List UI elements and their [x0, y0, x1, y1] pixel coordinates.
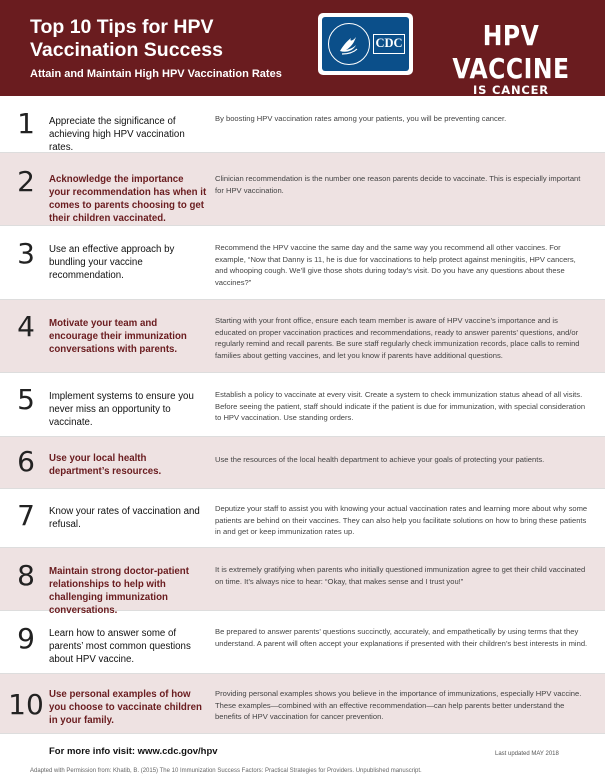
tip-title: Acknowledge the importance your recommendation has when it comes to parents choosing to get their children vaccinated.: [49, 174, 207, 224]
tip-row-4: [0, 300, 605, 373]
tip-number: 1: [17, 107, 35, 140]
tip-row-7: [0, 489, 605, 548]
tip-title: Maintain strong doctor-patient relationships to help with challenging immunization conversations.: [49, 566, 189, 616]
tip-row-5: [0, 373, 605, 437]
hhs-eagle-seal-icon: [328, 23, 370, 65]
tip-description: By boosting HPV vaccination rates among your patients, you will be preventing cancer.: [215, 114, 507, 123]
cdc-logo[interactable]: [318, 13, 413, 75]
tip-number: 3: [17, 237, 35, 270]
header-banner: [0, 0, 605, 111]
tip-description: Be prepared to answer parents’ questions succinctly, accurately, and empathetically by using terms that they understand. A parent will often accept your explanations if presented with their children’s best interests in mind.: [215, 627, 588, 648]
tip-row-6: [0, 437, 605, 489]
tip-description: Providing personal examples shows you believe in the importance of immunizations, especially HPV vaccine. These examples—combined with an effective recommendation—can help parents better understand the benefits of HPV vaccination for cancer prevention.: [215, 689, 582, 722]
more-info-link[interactable]: For more info visit: www.cdc.gov/hpv: [49, 746, 218, 757]
tip-number: 8: [17, 559, 35, 592]
tip-title: Know your rates of vaccination and refusal.: [49, 506, 200, 530]
logo-background: [322, 17, 409, 71]
tip-number: 6: [17, 445, 35, 478]
tip-title: Use an effective approach by bundling your vaccine recommendation.: [49, 244, 175, 281]
tip-description: Starting with your front office, ensure each team member is aware of HPV vaccine’s importance and is educated on proper vaccination practices and recommendations, ready to answer parents’ questions, and/or regularly remind and recall parents. Be sure staff regularly check immunization records, place calls to remind families about getting vaccines, and let you know if parents have additional questions.: [215, 316, 580, 360]
tip-row-1: [0, 96, 605, 153]
tip-description: Use the resources of the local health department to achieve your goals of protecting your patients.: [215, 455, 545, 464]
tip-number: 4: [17, 310, 35, 343]
tip-number: 10: [8, 688, 44, 721]
brand-line-1: HPV VACCINE: [452, 19, 570, 86]
tip-row-3: [0, 226, 605, 300]
tip-row-10: [0, 674, 605, 734]
cdc-wordmark: CDC: [373, 34, 405, 54]
tip-row-2: [0, 153, 605, 226]
tip-description: Deputize your staff to assist you with knowing your actual vaccination rates and learning more about why some patients are behind on their vaccines. They can also help you facilitate solutions on how to bring these patients in and get or keep immunization rates up.: [215, 504, 588, 537]
tip-title: Implement systems to ensure you never miss an opportunity to vaccinate.: [49, 391, 194, 428]
source-citation: Adapted with Permission from: Khatib, B. (2015) The 10 Immunization Success Factors: Practical Strategies for Providers. Unpublished manuscript.: [30, 768, 422, 774]
tip-number: 2: [17, 165, 35, 198]
tip-number: 9: [17, 622, 35, 655]
page-subtitle: Attain and Maintain High HPV Vaccination Rates: [30, 68, 282, 80]
tip-title: Learn how to answer some of parents’ most common questions about HPV vaccine.: [49, 628, 191, 665]
tip-description: Recommend the HPV vaccine the same day and the same way you recommend all other vaccines. For example, “Now that Danny is 11, he is due for vaccinations to help protect against meningitis, HPV cancers, and whooping cough. We’ll give those shots during today’s visit. Do you have any questions about these vaccines?”: [215, 243, 576, 287]
tip-row-9: [0, 611, 605, 674]
brand-line-2: IS CANCER PREVENTION: [465, 83, 557, 111]
tip-title: Use personal examples of how you choose to vaccinate children in your family.: [49, 689, 202, 726]
tip-description: Clinician recommendation is the number one reason parents decide to vaccinate. This is especially important for HPV vaccination.: [215, 174, 581, 195]
tip-description: It is extremely gratifying when parents who initially questioned immunization agree to get their child vaccinated on time. It’s always nice to hear: “Okay, that makes sense and I trust you!”: [215, 565, 586, 586]
tip-description: Establish a policy to vaccinate at every visit. Create a system to check immunization status ahead of all visits. Before seeing the patient, staff should indicate if the patient is due for immunization, with special consideration to HPV vaccination. Use standing orders.: [215, 390, 586, 423]
page-title: Top 10 Tips for HPV Vaccination Success: [30, 16, 223, 61]
tip-title: Motivate your team and encourage their immunization conversations with parents.: [49, 318, 187, 355]
tip-row-8: [0, 548, 605, 616]
tip-number: 5: [17, 383, 35, 416]
tip-title: Appreciate the significance of achieving high HPV vaccination rates.: [49, 116, 185, 153]
tip-number: 7: [17, 499, 35, 532]
tips-list: [0, 96, 605, 734]
tip-title: Use your local health department’s resources.: [49, 453, 162, 477]
last-updated: Last updated MAY 2018: [495, 751, 559, 757]
